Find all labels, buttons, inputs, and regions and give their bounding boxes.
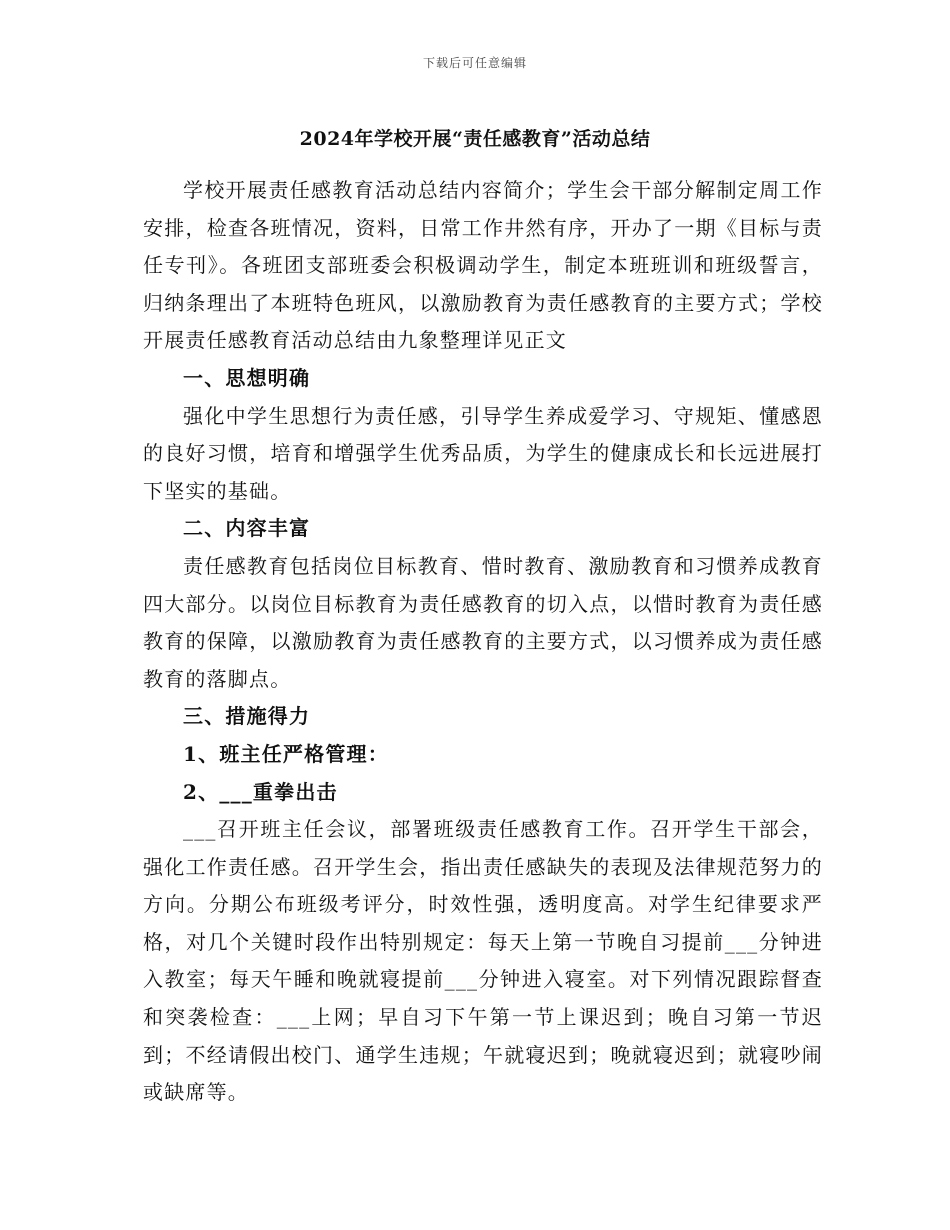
subheading-2: 2、___重拳出击 [183, 779, 338, 804]
document-title: 2024年学校开展“责任感教育”活动总结 [299, 128, 651, 150]
section-heading-2: 二、内容丰富 [183, 516, 311, 541]
header-note: 下载后可任意编辑 [422, 56, 527, 70]
section-paragraph-2: 责任感教育包括岗位目标教育、惜时教育、激励教育和习惯养成教育四大部分。以岗位目标教育为责任感教育的切入点，以惜时教育为责任感教育的保障，以激励教育为责任感教育的主要方式，以习惯养成为责任感教育的落脚点。 [143, 553, 823, 691]
section-paragraph-1: 强化中学生思想行为责任感，引导学生养成爱学习、守规矩、懂感恩的良好习惯，培育和增强学生优秀品质，为学生的健康成长和长远进展打下坚实的基础。 [143, 403, 823, 503]
document-body [143, 172, 823, 1112]
intro-paragraph: 学校开展责任感教育活动总结内容简介；学生会干部分解制定周工作安排，检查各班情况，资料，日常工作井然有序，开办了一期《目标与责任专刊》。各班团支部班委会积极调动学生，制定本班班训和班级誓言，归纳条理出了本班特色班风，以激励教育为责任感教育的主要方式；学校开展责任感教育活动总结由九象整理详见正文 [143, 178, 823, 353]
section-heading-3: 三、措施得力 [183, 704, 311, 729]
section-paragraph-3: ___召开班主任会议，部署班级责任感教育工作。召开学生干部会，强化工作责任感。召开学生会，指出责任感缺失的表现及法律规范努力的方向。分期公布班级考评分，时效性强，透明度高。对学生纪律要求严格，对几个关键时段作出特别规定：每天上第一节晚自习提前___分钟进入教室；每天午睡和晚就寝提前___分钟进入寝室。对下列情况跟踪督查和突袭检查：___上网；早自习下午第一节上课迟到；晚自习第一节迟到；不经请假出校门、通学生违规；午就寝迟到；晚就寝迟到；就寝吵闹或缺席等。 [143, 817, 823, 1105]
section-heading-1: 一、思想明确 [183, 365, 311, 390]
subheading-1: 1、班主任严格管理： [183, 741, 389, 766]
